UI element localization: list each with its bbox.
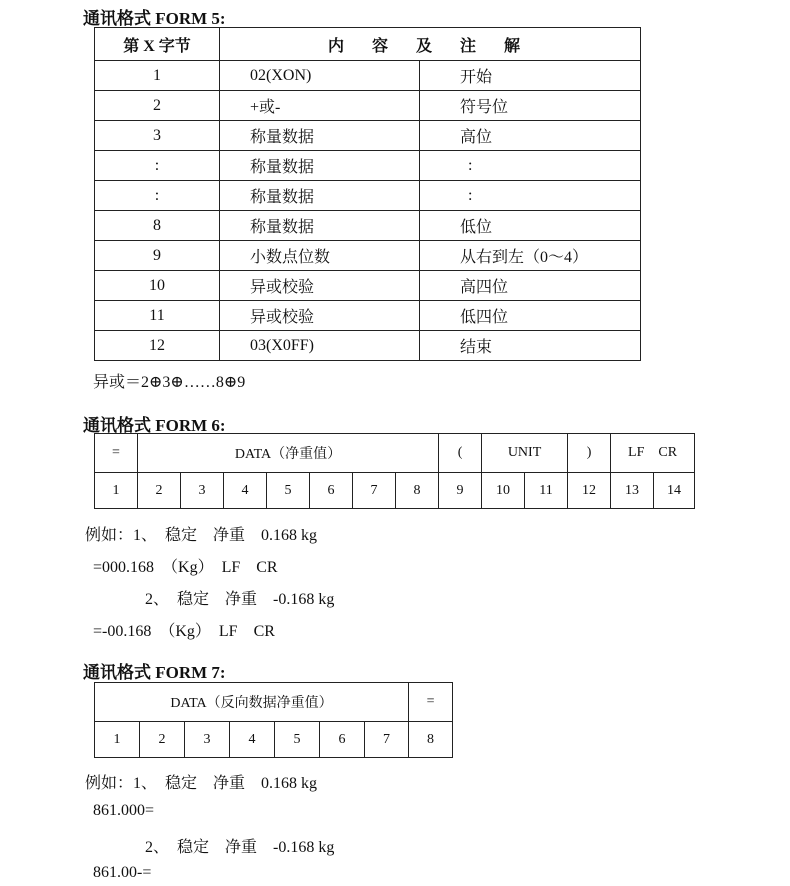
form6-num: 3 (181, 473, 224, 509)
form5-note: 低四位 (420, 301, 641, 331)
form6-num: 6 (310, 473, 353, 509)
form6-example-line3: 2、 稳定 净重 -0.168 kg (145, 591, 335, 608)
form6-num: 13 (611, 473, 654, 509)
form5-content: 异或校验 (220, 271, 420, 301)
table-row (95, 121, 641, 151)
table-row (95, 211, 641, 241)
form5-byte: : (95, 151, 220, 181)
form5-byte: 9 (95, 241, 220, 271)
form7-field-row (95, 683, 453, 722)
form5-table (94, 27, 641, 361)
form7-example-line4: 861.00-= (93, 864, 152, 881)
form7-num: 4 (230, 722, 275, 758)
form6-num: 9 (439, 473, 482, 509)
table-row (95, 331, 641, 361)
table-row (95, 271, 641, 301)
form5-note: 结束 (420, 331, 641, 361)
form5-content: 称量数据 (220, 181, 420, 211)
form7-example-line2: 861.000= (93, 802, 155, 819)
form5-header-row (95, 28, 641, 61)
form5-note: 开始 (420, 61, 641, 91)
form7-number-row (95, 722, 453, 758)
form6-num: 14 (654, 473, 695, 509)
form6-title: 通讯格式 FORM 6: (83, 416, 226, 435)
form6-example-line4: =-00.168 （Kg） LF CR (93, 623, 275, 640)
form5-content: 称量数据 (220, 211, 420, 241)
form5-content: 称量数据 (220, 151, 420, 181)
form6-num: 1 (95, 473, 138, 509)
form5-content: 小数点位数 (220, 241, 420, 271)
form5-byte: : (95, 181, 220, 211)
form5-content: 称量数据 (220, 121, 420, 151)
form6-lparen: ( (439, 434, 482, 473)
form7-example-line1: 例如：1、 稳定 净重 0.168 kg (85, 775, 318, 792)
form6-num: 12 (568, 473, 611, 509)
form7-title: 通讯格式 FORM 7: (83, 663, 226, 682)
form5-note: : (420, 151, 641, 181)
table-row (95, 181, 641, 211)
form5-note: 低位 (420, 211, 641, 241)
table-row (95, 91, 641, 121)
form5-note: : (420, 181, 641, 211)
form5-content: 异或校验 (220, 301, 420, 331)
form6-example-line1: 例如：1、 稳定 净重 0.168 kg (85, 527, 318, 544)
form5-content: 02(XON) (220, 61, 420, 91)
form6-rparen: ) (568, 434, 611, 473)
form6-num: 7 (353, 473, 396, 509)
form6-number-row (95, 473, 695, 509)
form6-num: 8 (396, 473, 439, 509)
form6-eq: = (95, 434, 138, 473)
form7-num: 1 (95, 722, 140, 758)
form6-data: DATA（净重值） (138, 434, 439, 473)
form6-field-row (95, 434, 695, 473)
form6-num: 10 (482, 473, 525, 509)
form5-note: 高位 (420, 121, 641, 151)
form6-num: 5 (267, 473, 310, 509)
form5-byte: 10 (95, 271, 220, 301)
form7-example-line3: 2、 稳定 净重 -0.168 kg (145, 839, 335, 856)
table-row (95, 61, 641, 91)
table-row (95, 151, 641, 181)
form6-num: 2 (138, 473, 181, 509)
form5-header-byte: 第 X 字节 (95, 28, 220, 61)
form7-table (94, 682, 453, 758)
form5-byte: 1 (95, 61, 220, 91)
form5-xor-note: 异或＝2⊕3⊕……8⊕9 (93, 374, 246, 391)
form6-lfcr: LF CR (611, 434, 695, 473)
form5-byte: 12 (95, 331, 220, 361)
form5-title: 通讯格式 FORM 5: (83, 9, 226, 28)
form5-byte: 2 (95, 91, 220, 121)
form7-data: DATA（反向数据净重值） (95, 683, 409, 722)
form7-num: 2 (140, 722, 185, 758)
form6-table (94, 433, 695, 509)
form6-num: 4 (224, 473, 267, 509)
form7-num: 5 (275, 722, 320, 758)
form5-content: 03(X0FF) (220, 331, 420, 361)
form5-byte: 8 (95, 211, 220, 241)
form5-byte: 3 (95, 121, 220, 151)
form7-num: 3 (185, 722, 230, 758)
form5-note: 从右到左（0～4） (420, 241, 641, 271)
form7-eq: = (409, 683, 453, 722)
form7-num: 8 (409, 722, 453, 758)
form5-byte: 11 (95, 301, 220, 331)
form6-example-line2: =000.168 （Kg） LF CR (93, 559, 278, 576)
form6-unit: UNIT (482, 434, 568, 473)
form5-note: 符号位 (420, 91, 641, 121)
form7-num: 7 (365, 722, 409, 758)
form5-content: +或- (220, 91, 420, 121)
form7-num: 6 (320, 722, 365, 758)
form5-note: 高四位 (420, 271, 641, 301)
form6-num: 11 (525, 473, 568, 509)
table-row (95, 241, 641, 271)
form5-header-content: 内 容 及 注 解 (220, 28, 641, 61)
table-row (95, 301, 641, 331)
